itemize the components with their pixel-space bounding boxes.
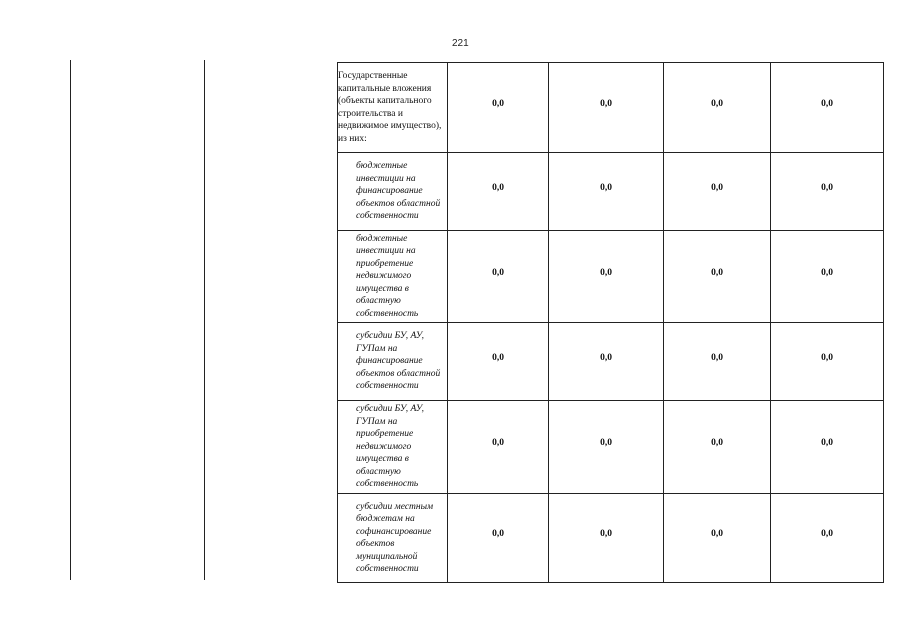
left-margin-line bbox=[70, 60, 71, 580]
row-label: субсидии БУ, АУ, ГУПам на финансирование объектов областной собственности bbox=[338, 323, 448, 401]
row-label: бюджетные инвестиции на финансирование объектов областной собственности bbox=[338, 153, 448, 231]
value-cell bbox=[664, 401, 771, 494]
value-text: 0,0 bbox=[492, 182, 504, 193]
row-label: субсидии БУ, АУ, ГУПам на приобретение недвижимого имущества в областную собственность bbox=[338, 401, 448, 494]
value-text: 0,0 bbox=[821, 182, 833, 193]
value-text: 0,0 bbox=[600, 98, 612, 109]
table-row bbox=[338, 401, 884, 494]
value-cell bbox=[771, 63, 884, 153]
value-text: 0,0 bbox=[711, 98, 723, 109]
value-text: 0,0 bbox=[600, 267, 612, 278]
value-text: 0,0 bbox=[492, 529, 504, 539]
value-text: 0,0 bbox=[821, 529, 833, 539]
value-cell bbox=[771, 401, 884, 494]
page-number: 221 bbox=[452, 38, 469, 49]
value-text: 0,0 bbox=[821, 267, 833, 278]
value-cell bbox=[664, 323, 771, 401]
value-text: 0,0 bbox=[492, 438, 504, 448]
value-cell bbox=[448, 401, 549, 494]
value-text: 0,0 bbox=[821, 352, 833, 363]
value-cell bbox=[664, 231, 771, 323]
row-label: субсидии местным бюджетам на софинансирование объектов муниципальной собственности bbox=[338, 494, 448, 583]
capital-investments-table bbox=[337, 62, 884, 583]
value-text: 0,0 bbox=[492, 267, 504, 278]
value-text: 0,0 bbox=[711, 438, 723, 448]
table-row bbox=[338, 323, 884, 401]
value-text: 0,0 bbox=[600, 529, 612, 539]
table-row bbox=[338, 231, 884, 323]
value-cell bbox=[771, 153, 884, 231]
value-text: 0,0 bbox=[711, 182, 723, 193]
value-text: 0,0 bbox=[600, 182, 612, 193]
column-divider-line bbox=[204, 60, 205, 580]
row-label: Государственные капитальные вложения (объекты капитального строительства и недвижимое имущество), из них: bbox=[338, 63, 448, 153]
value-text: 0,0 bbox=[600, 352, 612, 363]
value-text: 0,0 bbox=[492, 352, 504, 363]
value-text: 0,0 bbox=[711, 267, 723, 278]
value-cell bbox=[664, 153, 771, 231]
value-text: 0,0 bbox=[711, 352, 723, 363]
value-cell bbox=[448, 323, 549, 401]
value-cell bbox=[664, 494, 771, 583]
value-text: 0,0 bbox=[600, 438, 612, 448]
value-text: 0,0 bbox=[821, 98, 833, 109]
row-label: бюджетные инвестиции на приобретение недвижимого имущества в областную собственность bbox=[338, 231, 448, 323]
value-text: 0,0 bbox=[711, 529, 723, 539]
table-row bbox=[338, 494, 884, 583]
value-cell bbox=[448, 231, 549, 323]
value-cell bbox=[771, 494, 884, 583]
value-cell bbox=[771, 231, 884, 323]
value-text: 0,0 bbox=[821, 438, 833, 448]
value-cell bbox=[448, 153, 549, 231]
value-cell bbox=[771, 323, 884, 401]
value-cell bbox=[549, 323, 664, 401]
value-text: 0,0 bbox=[492, 98, 504, 109]
value-cell bbox=[448, 63, 549, 153]
value-cell bbox=[549, 494, 664, 583]
value-cell bbox=[448, 494, 549, 583]
value-cell bbox=[549, 401, 664, 494]
table-row bbox=[338, 63, 884, 153]
value-cell bbox=[549, 153, 664, 231]
table-row bbox=[338, 153, 884, 231]
value-cell bbox=[549, 231, 664, 323]
value-cell bbox=[549, 63, 664, 153]
value-cell bbox=[664, 63, 771, 153]
